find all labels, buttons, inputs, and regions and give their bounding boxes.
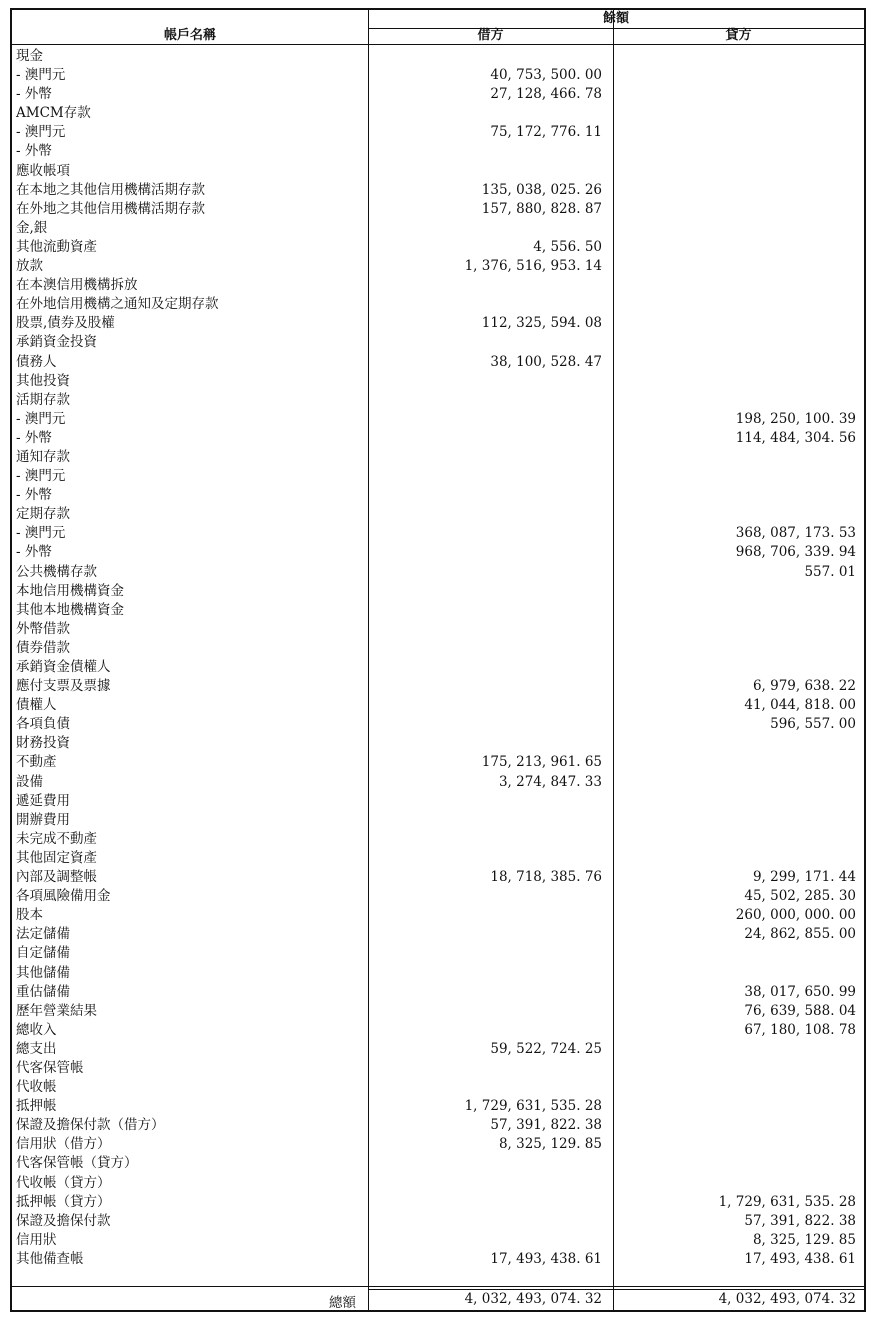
table-row [12,104,864,123]
table-row [12,1231,864,1250]
account-name: 開辦費用 [16,811,70,828]
table-row [12,1250,864,1269]
table-row [12,181,864,200]
credit-amount: 57, 391, 822. 38 [744,1212,856,1229]
debit-amount: 57, 391, 822. 38 [490,1117,602,1134]
table-row [12,314,864,333]
credit-amount: 198, 250, 100. 39 [735,410,856,427]
table-row [12,677,864,696]
account-name: - 外幣 [16,544,52,561]
debit-amount: 17, 493, 438. 61 [490,1250,602,1267]
debit-amount: 3, 274, 847. 33 [498,773,602,790]
table-row [12,85,864,104]
account-name: 現金 [16,48,43,64]
debit-amount: 112, 325, 594. 08 [481,315,602,332]
account-name: 在外地之其他信用機構活期存款 [16,200,205,217]
account-name: 其他備查帳 [16,1250,84,1267]
table-row [12,524,864,543]
account-name: 外幣借款 [16,620,70,637]
table-row [12,1193,864,1212]
account-name: 自定儲備 [16,945,70,962]
table-row [12,983,864,1002]
table-row [12,1059,864,1078]
account-name: 代客保管帳 [16,1059,84,1076]
table-row [12,639,864,658]
debit-amount: 38, 100, 528. 47 [490,353,602,370]
account-name: 應收帳項 [16,162,70,179]
debit-amount: 4, 556. 50 [533,238,602,255]
account-name: - 澳門元 [16,525,66,542]
account-name: 代收帳（貸方） [16,1174,111,1191]
credit-amount: 557. 01 [804,563,856,580]
account-name: 總收入 [16,1021,57,1038]
table-row [12,257,864,276]
table-row [12,467,864,486]
account-name: - 澳門元 [16,410,66,427]
account-name: 在本澳信用機構拆放 [16,277,138,294]
table-row [12,372,864,391]
credit-amount: 76, 639, 588. 04 [744,1002,856,1019]
account-name: 法定儲備 [16,926,70,943]
account-rows [12,47,864,1269]
credit-amount: 968, 706, 339. 94 [735,544,856,561]
debit-amount: 157, 880, 828. 87 [481,200,602,217]
debit-header: 借方 [477,28,504,43]
account-name: 未完成不動產 [16,830,97,847]
table-row [12,734,864,753]
credit-amount: 24, 862, 855. 00 [744,926,856,943]
debit-amount: 8, 325, 129. 85 [498,1136,602,1153]
table-row [12,47,864,66]
table-row [12,1135,864,1154]
account-name: 債務人 [16,353,57,370]
table-row [12,1116,864,1135]
credit-amount: 9, 299, 171. 44 [752,869,856,886]
account-name: - 外幣 [16,429,52,446]
account-name: 不動產 [16,754,57,771]
balance-header: 餘額 [602,11,629,26]
account-name: 債權人 [16,697,57,714]
debit-amount: 27, 128, 466. 78 [490,86,602,103]
account-name: 在本地之其他信用機構活期存款 [16,181,205,198]
table-row [12,162,864,181]
account-name: 本地信用機構資金 [16,582,124,599]
table-row [12,753,864,772]
table-row [12,1212,864,1231]
account-name: 其他儲備 [16,964,70,981]
table-row [12,620,864,639]
totals-double-rule [368,1289,864,1290]
debit-amount: 135, 038, 025. 26 [481,181,602,198]
account-name: 股本 [16,907,43,924]
account-name: 金,銀 [16,219,48,236]
account-name: 內部及調整帳 [16,869,97,886]
credit-amount: 67, 180, 108. 78 [744,1021,856,1038]
trial-balance-table [10,8,866,1312]
credit-amount: 1, 729, 631, 535. 28 [718,1193,856,1210]
table-row [12,391,864,410]
account-name: 承銷資金債權人 [16,659,111,675]
table-row [12,696,864,715]
table-row [12,429,864,448]
account-name: 定期存款 [16,506,70,523]
table-row [12,543,864,562]
table-row [12,295,864,314]
credit-amount: 6, 979, 638. 22 [752,678,856,695]
account-name: 總支出 [16,1040,57,1057]
account-name: 抵押帳 [16,1098,57,1115]
table-row [12,238,864,257]
account-name: 應付支票及票據 [16,678,111,695]
table-row [12,830,864,849]
account-name: - 外幣 [16,86,52,103]
table-row [12,925,864,944]
credit-header: 貸方 [725,28,752,43]
table-row [12,1078,864,1097]
table-row [12,811,864,830]
account-name: 財務投資 [16,735,70,752]
table-row [12,1097,864,1116]
totals-divider [12,1286,864,1287]
account-name: AMCM存款 [16,105,91,122]
account-name: 保證及擔保付款 [16,1212,111,1229]
table-row [12,773,864,792]
account-name: 遞延費用 [16,792,70,809]
account-name: - 外幣 [16,487,52,504]
table-row [12,906,864,925]
account-name: 其他本地機構資金 [16,601,124,618]
account-name: 股票,債券及股權 [16,315,115,332]
total-credit: 4, 032, 493, 074. 32 [718,1291,856,1307]
table-row [12,448,864,467]
table-row [12,601,864,620]
credit-amount: 114, 484, 304. 56 [735,429,856,446]
debit-amount: 40, 753, 500. 00 [490,67,602,84]
account-name: - 澳門元 [16,468,66,485]
table-row [12,333,864,352]
account-name: 信用狀（借方） [16,1136,111,1153]
account-name: 抵押帳（貸方） [16,1193,111,1210]
debit-amount: 59, 522, 724. 25 [490,1040,602,1057]
credit-amount: 38, 017, 650. 99 [744,983,856,1000]
table-row [12,887,864,906]
credit-amount: 45, 502, 285. 30 [744,888,856,905]
table-row [12,964,864,983]
table-row [12,66,864,85]
header-divider [12,44,864,45]
credit-amount: 368, 087, 173. 53 [735,525,856,542]
table-row [12,715,864,734]
table-row [12,868,864,887]
account-name: 其他投資 [16,372,70,389]
debit-amount: 75, 172, 776. 11 [490,124,602,141]
table-row [12,563,864,582]
account-name: 承銷資金投資 [16,334,97,351]
account-name: 代客保管帳（貸方） [16,1155,138,1172]
credit-amount: 8, 325, 129. 85 [752,1231,856,1248]
account-name-header: 帳戶名稱 [163,28,216,43]
account-name: 歷年營業結果 [16,1002,97,1019]
table-row [12,505,864,524]
account-name: 其他流動資產 [16,238,97,255]
credit-amount: 41, 044, 818. 00 [744,697,856,714]
table-row [12,658,864,677]
table-row [12,944,864,963]
table-row [12,200,864,219]
table-row [12,276,864,295]
account-name: - 外幣 [16,143,52,160]
table-row [12,123,864,142]
account-name: 信用狀 [16,1231,57,1248]
debit-amount: 1, 729, 631, 535. 28 [464,1098,602,1115]
table-row [12,1040,864,1059]
table-row [12,582,864,601]
debit-amount: 175, 213, 961. 65 [481,754,602,771]
account-name: 公共機構存款 [16,563,97,580]
credit-amount: 596, 557. 00 [770,716,856,733]
table-row [12,1174,864,1193]
table-row [12,219,864,238]
total-debit: 4, 032, 493, 074. 32 [464,1291,602,1307]
table-row [12,1021,864,1040]
account-name: 活期存款 [16,391,70,408]
account-name: 通知存款 [16,448,70,465]
account-name: 其他固定資產 [16,849,97,866]
table-row [12,410,864,429]
account-name: 放款 [16,258,43,275]
table-row [12,486,864,505]
table-row [12,849,864,868]
table-row [12,1154,864,1173]
account-name: 重估儲備 [16,983,70,1000]
account-name: 設備 [16,773,43,790]
account-name: 各項負債 [16,716,70,733]
account-name: 債券借款 [16,639,70,656]
debit-amount: 18, 718, 385. 76 [490,869,602,886]
credit-amount: 17, 493, 438. 61 [744,1250,856,1267]
account-name: 在外地信用機構之通知及定期存款 [16,296,219,313]
total-label: 總額 [329,1295,356,1311]
table-row [12,792,864,811]
account-name: 代收帳 [16,1079,57,1096]
account-name: 保證及擔保付款（借方） [16,1117,165,1134]
table-row [12,353,864,372]
credit-amount: 260, 000, 000. 00 [735,907,856,924]
table-row [12,142,864,161]
debit-amount: 1, 376, 516, 953. 14 [464,258,602,275]
table-row [12,1002,864,1021]
account-name: - 澳門元 [16,67,66,84]
account-name: - 澳門元 [16,124,66,141]
account-name: 各項風險備用金 [16,888,111,905]
